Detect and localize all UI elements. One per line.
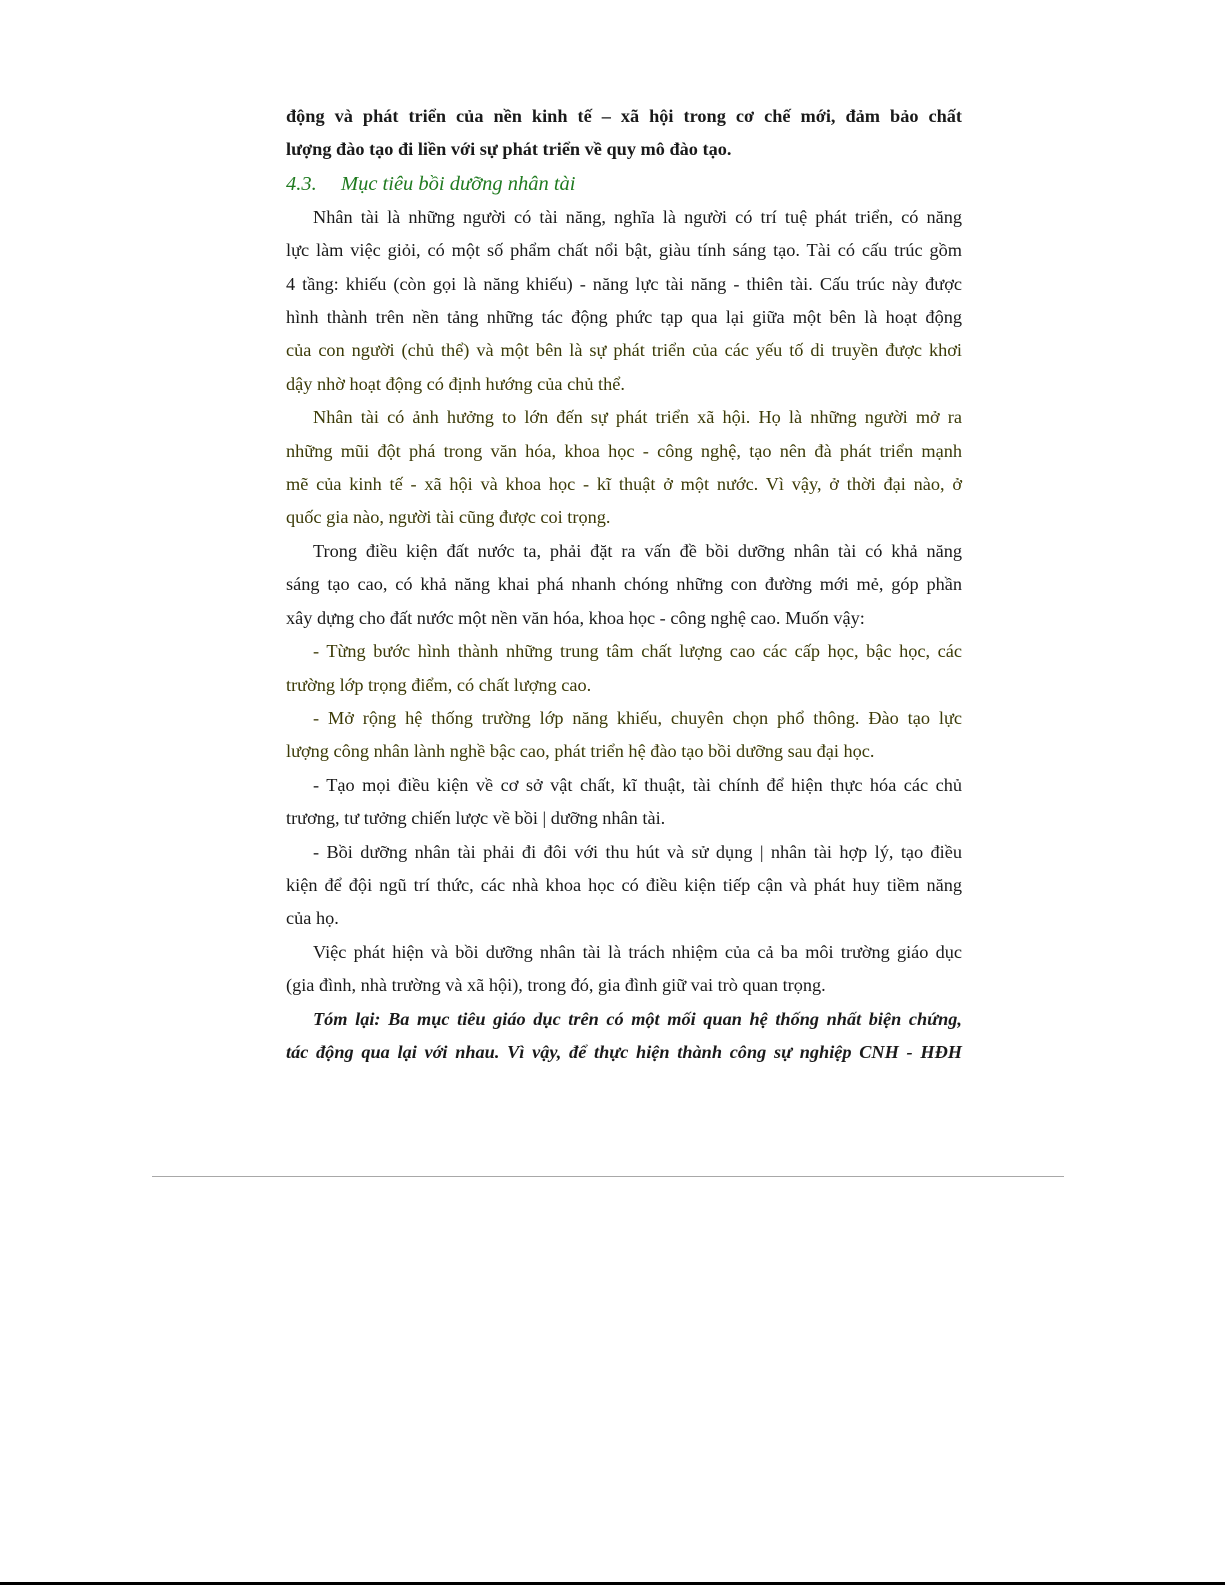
paragraph-line: của họ. — [286, 908, 339, 929]
paragraph-responsibility — [286, 936, 962, 1003]
paragraph-line: - Tạo mọi điều kiện về cơ sở vật chất, kĩ thuật, tài chính để hiện thực hóa các chủ — [313, 774, 962, 795]
summary-line: Tóm lại: Ba mục tiêu giáo dục trên có một mối quan hệ thống nhất biện chứng, — [313, 1008, 962, 1029]
summary-line: tác động qua lại với nhau. Vì vậy, để thực hiện thành công sự nghiệp CNH - HĐH — [286, 1041, 962, 1062]
document-page — [286, 100, 962, 1069]
section-number: 4.3. — [286, 172, 317, 195]
paragraph-line: - Từng bước hình thành những trung tâm chất lượng cao các cấp học, bậc học, các — [313, 641, 962, 662]
section-title: Mục tiêu bồi dưỡng nhân tài — [341, 172, 576, 195]
paragraph-line: kiện để đội ngũ trí thức, các nhà khoa học có điều kiện tiếp cận và phát huy tiềm năng — [286, 874, 962, 895]
paragraph-line: xây dựng cho đất nước một nền văn hóa, khoa học - công nghệ cao. Muốn vậy: — [286, 607, 865, 628]
list-item-gifted-schools — [286, 702, 962, 769]
paragraph-line: hình thành trên nền tảng những tác động phức tạp qua lại giữa một bên là hoạt động — [286, 307, 962, 328]
paragraph-line: - Bồi dưỡng nhân tài phải đi đôi với thu hút và sử dụng | nhân tài hợp lý, tạo điều — [313, 841, 962, 862]
intro-line-1: động và phát triển của nền kinh tế – xã hội trong cơ chế mới, đảm bảo chất — [286, 106, 962, 126]
paragraph-line: Nhân tài có ảnh hưởng to lớn đến sự phát triển xã hội. Họ là những người mở ra — [313, 407, 962, 428]
paragraph-talent-influence — [286, 401, 962, 535]
section-heading — [286, 167, 962, 201]
paragraph-line: của con người (chủ thể) và một bên là sự phát triển của các yếu tố di truyền được khơi — [286, 340, 962, 361]
page-divider — [152, 1176, 1064, 1177]
intro-line-2: lượng đào tạo đi liền với sự phát triển về quy mô đào tạo. — [286, 139, 732, 160]
paragraph-line: - Mở rộng hệ thống trường lớp năng khiếu, chuyên chọn phổ thông. Đào tạo lực — [313, 707, 962, 728]
paragraph-line: Việc phát hiện và bồi dưỡng nhân tài là trách nhiệm của cả ba môi trường giáo dục — [313, 941, 962, 962]
paragraph-line: quốc gia nào, người tài cũng được coi trọng. — [286, 507, 611, 528]
paragraph-line: 4 tầng: khiếu (còn gọi là năng khiếu) - năng lực tài năng - thiên tài. Cấu trúc này được — [286, 273, 962, 294]
paragraph-line: sáng tạo cao, có khả năng khai phá nhanh chóng những con đường mới mẻ, góp phần — [286, 574, 962, 595]
paragraph-line: Trong điều kiện đất nước ta, phải đặt ra vấn đề bồi dưỡng nhân tài có khả năng — [313, 540, 962, 561]
list-item-facilities — [286, 769, 962, 836]
paragraph-line: trương, tư tưởng chiến lược về bồi | dưỡng nhân tài. — [286, 808, 666, 829]
paragraph-line: Nhân tài là những người có tài năng, nghĩa là người có trí tuệ phát triển, có năng — [313, 206, 962, 227]
paragraph-line: mẽ của kinh tế - xã hội và khoa học - kĩ thuật ở một nước. Vì vậy, ở thời đại nào, ở — [286, 474, 962, 495]
paragraph-line: những mũi đột phá trong văn hóa, khoa học - công nghệ, tạo nên đà phát triển mạnh — [286, 440, 962, 461]
list-item-quality-centers — [286, 635, 962, 702]
paragraph-line: trường lớp trọng điểm, có chất lượng cao. — [286, 674, 592, 695]
paragraph-country-conditions — [286, 535, 962, 635]
paragraph-line: lượng công nhân lành nghề bậc cao, phát triển hệ đào tạo bồi dưỡng sau đại học. — [286, 741, 875, 762]
paragraph-line: lực làm việc giỏi, có một số phẩm chất nổi bật, giàu tính sáng tạo. Tài có cấu trúc gồm — [286, 240, 962, 261]
paragraph-line: (gia đình, nhà trường và xã hội), trong đó, gia đình giữ vai trò quan trọng. — [286, 975, 826, 996]
summary-paragraph — [286, 1003, 962, 1070]
paragraph-line: dậy nhờ hoạt động có định hướng của chủ thể. — [286, 373, 625, 394]
list-item-attract-talent — [286, 836, 962, 936]
paragraph-talent-definition — [286, 201, 962, 401]
